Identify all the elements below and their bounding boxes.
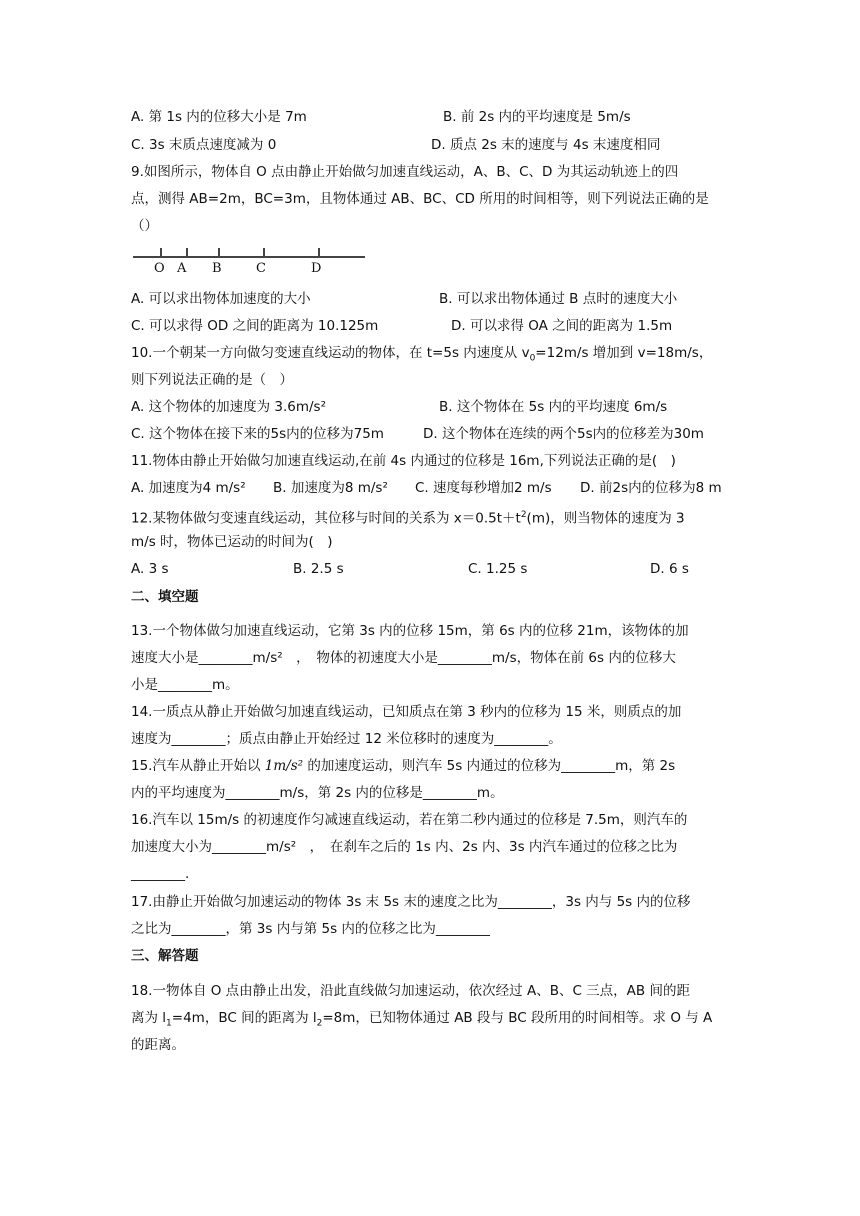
- q18-line2: 离为 $l_1=4m$，BC 间的距离为 $l_2=8m$，已知物体通过 AB 段与 BC 段所用的时间相等。求 O 与 A: [131, 1010, 713, 1029]
- q16-line1: 16.汽车以 15m/s 的初速度作匀减速直线运动，若在第二秒内通过的位移是 7.5m，则汽车的: [131, 812, 688, 828]
- point-label-b: B: [212, 261, 222, 276]
- q17-line2: 之比为________，第 3s 内与第 5s 内的位移之比为________: [131, 921, 490, 937]
- q9-stem-line3: （）: [131, 218, 158, 234]
- q16-line2: 加速度大小为________m/s² ， 在刹车之后的 1s 内、2s 内、3s 内汽车通过的位移之比为: [131, 839, 678, 855]
- q11-option-b: B. 加速度为8 m/s²: [273, 480, 388, 496]
- point-label-c: C: [256, 261, 266, 276]
- q17-line1: 17.由静止开始做匀加速运动的物体 3s 末 5s 末的速度之比为________，3s 内与 5s 内的位移: [131, 894, 691, 910]
- q12-option-a: A. 3 s: [131, 561, 169, 577]
- q10-stem-line1: 10.一个朝某一方向做匀变速直线运动的物体，在 t=5s 内速度从 $v_0=12m/s$ 增加到 v=18m/s，: [131, 345, 713, 364]
- q12-option-b: B. 2.5 s: [293, 561, 344, 577]
- q16-line3: ________.: [131, 866, 190, 882]
- q10-option-c: C. 这个物体在接下来的5s内的位移为75m: [131, 426, 384, 442]
- tick-c: [263, 248, 265, 257]
- section-fill-in-heading: 二、填空题: [131, 589, 199, 605]
- q11-stem: 11.物体由静止开始做匀加速直线运动,在前 4s 内通过的位移是 16m,下列说法正确的是( ): [131, 453, 676, 469]
- section-answer-heading: 三、解答题: [131, 948, 199, 964]
- q9-option-b: B. 可以求出物体通过 B 点时的速度大小: [439, 291, 678, 307]
- q12-stem-line2: m/s 时，物体已运动的时间为( ): [131, 534, 333, 550]
- tick-d: [318, 248, 320, 257]
- q13-line2: 速度大小是________m/s² ， 物体的初速度大小是________m/s，物体在前 6s 内的位移大: [131, 650, 676, 666]
- q18-line1: 18.一物体自 O 点由静止出发，沿此直线做匀加速运动，依次经过 A、B、C 三点，AB 间的距: [131, 983, 690, 999]
- tick-o: [160, 248, 162, 257]
- tick-a: [186, 248, 188, 257]
- point-label-d: D: [311, 261, 322, 276]
- q10-option-a: A. 这个物体的加速度为 3.6m/s²: [131, 399, 326, 415]
- q12-stem-line1: 12.某物体做匀变速直线运动，其位移与时间的关系为 $x=0.5t+t^2(m)$，则当物体的速度为 3: [131, 510, 685, 527]
- point-label-o: O: [154, 261, 165, 276]
- q10-option-d: D. 这个物体在连续的两个5s内的位移差为30m: [423, 426, 704, 442]
- q15-line1: 15.汽车从静止开始以 1m/s² 的加速度运动，则汽车 5s 内通过的位移为________m，第 2s: [131, 758, 676, 774]
- q11-option-c: C. 速度每秒增加2 m/s: [415, 480, 552, 496]
- trajectory-line: [133, 256, 365, 258]
- q15-acceleration-math: 1m/s²: [264, 758, 304, 774]
- q8-option-b: B. 前 2s 内的平均速度是 5m/s: [443, 109, 631, 125]
- q8-option-d: D. 质点 2s 末的速度与 4s 末速度相同: [431, 137, 661, 153]
- q13-line1: 13.一个物体做匀加速直线运动，它第 3s 内的位移 15m，第 6s 内的位移 21m，该物体的加: [131, 623, 689, 639]
- q18-line3: 的距离。: [131, 1037, 185, 1053]
- q9-option-d: D. 可以求得 OA 之间的距离为 1.5m: [451, 318, 673, 334]
- q12-option-c: C. 1.25 s: [468, 561, 528, 577]
- q12-option-d: D. 6 s: [650, 561, 689, 577]
- q8-option-a: A. 第 1s 内的位移大小是 7m: [131, 109, 307, 125]
- q9-option-a: A. 可以求出物体加速度的大小: [131, 291, 311, 307]
- q8-option-c: C. 3s 末质点速度减为 0: [131, 137, 277, 153]
- q14-line1: 14.一质点从静止开始做匀加速直线运动，已知质点在第 3 秒内的位移为 15 米，则质点的加: [131, 704, 682, 720]
- q13-line3: 小是________m。: [131, 677, 239, 693]
- q14-line2: 速度为________；质点由静止开始经过 12 米位移时的速度为________。: [131, 731, 562, 747]
- q9-option-c: C. 可以求得 OD 之间的距离为 10.125m: [131, 318, 379, 334]
- q10-stem-line2: 则下列说法正确的是（ ）: [131, 372, 293, 388]
- q11-option-a: A. 加速度为4 m/s²: [131, 480, 246, 496]
- q9-stem-line1: 9.如图所示，物体自 O 点由静止开始做匀加速直线运动，A、B、C、D 为其运动轨迹上的四: [131, 164, 679, 180]
- q9-stem-line2: 点，测得 AB=2m，BC=3m，且物体通过 AB、BC、CD 所用的时间相等，则下列说法正确的是: [131, 191, 709, 207]
- point-label-a: A: [177, 261, 187, 276]
- q10-option-b: B. 这个物体在 5s 内的平均速度 6m/s: [439, 399, 668, 415]
- q15-line2: 内的平均速度为________m/s，第 2s 内的位移是________m。: [131, 785, 504, 801]
- tick-b: [218, 248, 220, 257]
- q11-option-d: D. 前2s内的位移为8 m: [580, 480, 722, 496]
